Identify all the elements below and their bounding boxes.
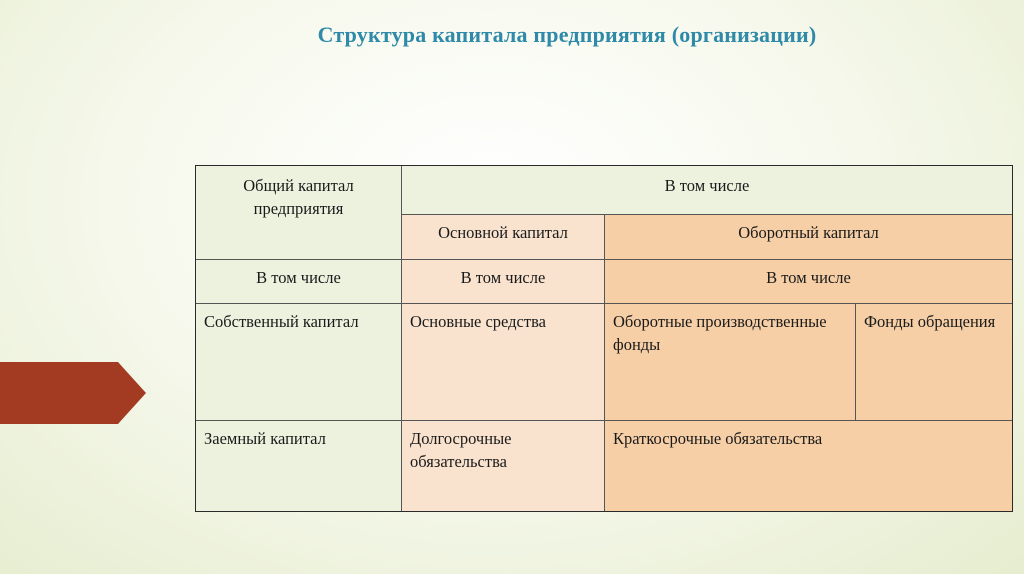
- cell-fixed-capital: Основной капитал: [401, 214, 604, 259]
- cell-circulation-funds: Фонды обращения: [855, 303, 1012, 420]
- cell-fixed-assets: Основные средства: [401, 303, 604, 420]
- capital-structure-table: [195, 165, 1013, 512]
- cell-total-capital: Общий капитал предприятия: [196, 166, 401, 259]
- cell-working-production-funds: Оборотные производственные фонды: [604, 303, 855, 420]
- cell-including-3: В том числе: [604, 259, 1012, 303]
- cell-own-capital: Собственный капитал: [196, 303, 401, 420]
- slide-title: Структура капитала предприятия (организации): [317, 22, 817, 47]
- cell-including-1: В том числе: [196, 259, 401, 303]
- cell-working-capital: Оборотный капитал: [604, 214, 1012, 259]
- cell-including-2: В том числе: [401, 259, 604, 303]
- arrow-shape: [0, 362, 146, 424]
- cell-long-term-liabilities: Долгосрочные обязательства: [401, 420, 604, 511]
- cell-short-term-liabilities: Краткосрочные обязательства: [604, 420, 1012, 511]
- cell-borrowed-capital: Заемный капитал: [196, 420, 401, 511]
- cell-including-header: В том числе: [401, 166, 1012, 214]
